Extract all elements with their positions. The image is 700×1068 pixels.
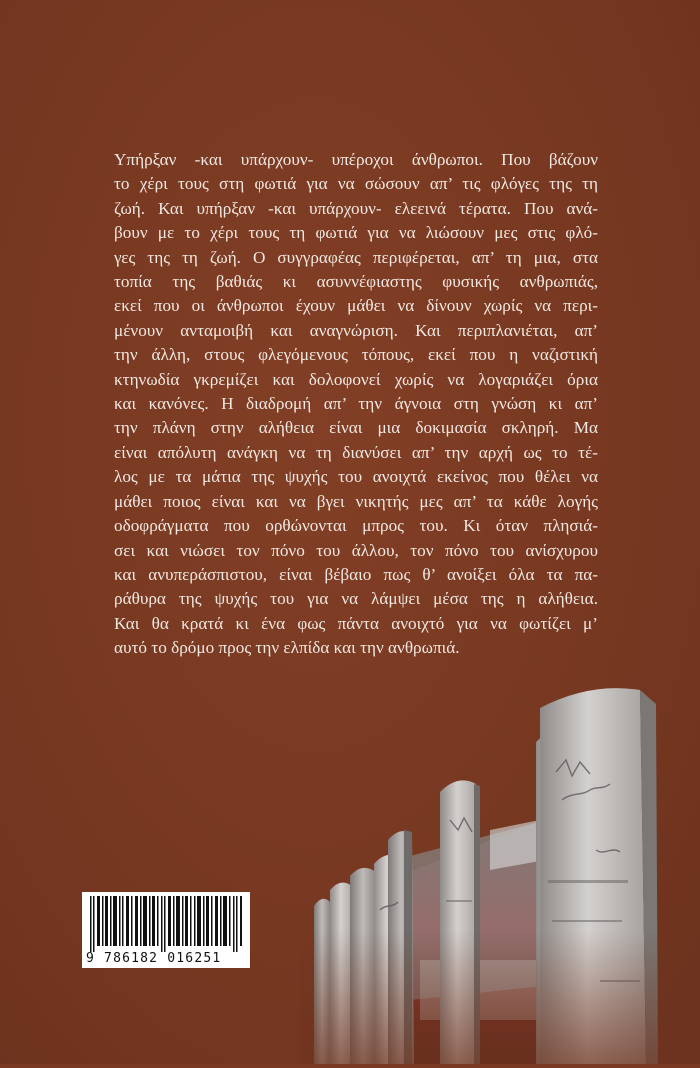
blurb-line: και ανυπεράσπιστου, είναι βέβαιο πως θ’ ανοίξει όλα τα πα- (114, 564, 598, 584)
wall-segments-illustration (300, 680, 700, 1064)
blurb-line: την πλάνη στην αλήθεια είναι μια δοκιμασία σκληρή. Μα (114, 418, 598, 438)
blurb-line: βουν με το χέρι τους τη φωτιά για να λιώσουν μες στις φλό- (114, 223, 598, 243)
blurb-line: και κανόνες. Η διαδρομή απ’ την άγνοια στη γνώση κι απ’ (114, 394, 598, 414)
blurb-line: οδοφράγματα που ορθώνονται μπρος του. Κι όταν πλησιά- (114, 516, 598, 536)
blurb-line: είναι απόλυτη ανάγκη να τη διανύσει απ’ την αρχή ως το τέ- (114, 442, 598, 462)
blurb-line: γες της τη ζωή. Ο συγγραφέας περιφέρεται, απ’ τη μια, στα (114, 247, 598, 267)
blurb-line: μένουν ανταμοιβή και αναγνώριση. Και περιπλανιέται, απ’ (114, 320, 598, 340)
blurb-line: ράθυρα της ψυχής του για να λάμψει μέσα της η αλήθεια. (114, 589, 598, 609)
blurb-line: τοπία της βαθιάς κι ασυννέφιαστης φυσικής ανθρωπιάς, (114, 272, 598, 292)
blurb-line: ζωή. Και υπήρξαν -και υπάρχουν- ελεεινά τέρατα. Που ανά- (114, 198, 598, 218)
barcode-bars (88, 896, 244, 952)
blurb-line: κτηνωδία γκρεμίζει και δολοφονεί χωρίς να λογαριάζει όρια (114, 369, 598, 389)
blurb-line: την άλλη, στους φλεγόμενους τόπους, εκεί που η ναζιστική (114, 345, 598, 365)
blurb-line: εκεί που οι άνθρωποι έχουν μάθει να δίνουν χωρίς να περι- (114, 296, 598, 316)
blurb-line: Υπήρξαν -και υπάρχουν- υπέροχοι άνθρωποι. Που βάζουν (114, 150, 598, 169)
blurb-line: αυτό το δρόμο προς την ελπίδα και την ανθρωπιά. (114, 638, 460, 658)
isbn-number: 9 786182 016251 (86, 951, 222, 966)
blurb-line: μάθει ποιος είναι και να βγει νικητής μες απ’ τα κάθε λογής (114, 491, 598, 511)
blurb-line: Και θα κρατά κι ένα φως πάντα ανοιχτό για να φωτίζει μ’ (114, 613, 598, 633)
blurb-text (114, 148, 598, 661)
blurb-line: το χέρι τους στη φωτιά για να σώσουν απ’ τις φλόγες της τη (114, 174, 598, 194)
blurb-line: λος με τα μάτια της ψυχής του ανοιχτά εκείνος που θέλει να (114, 467, 598, 487)
blurb-line: σει και νιώσει τον πόνο του άλλου, τον πόνο του ανίσχυρου (114, 540, 598, 560)
isbn-barcode (82, 892, 250, 968)
